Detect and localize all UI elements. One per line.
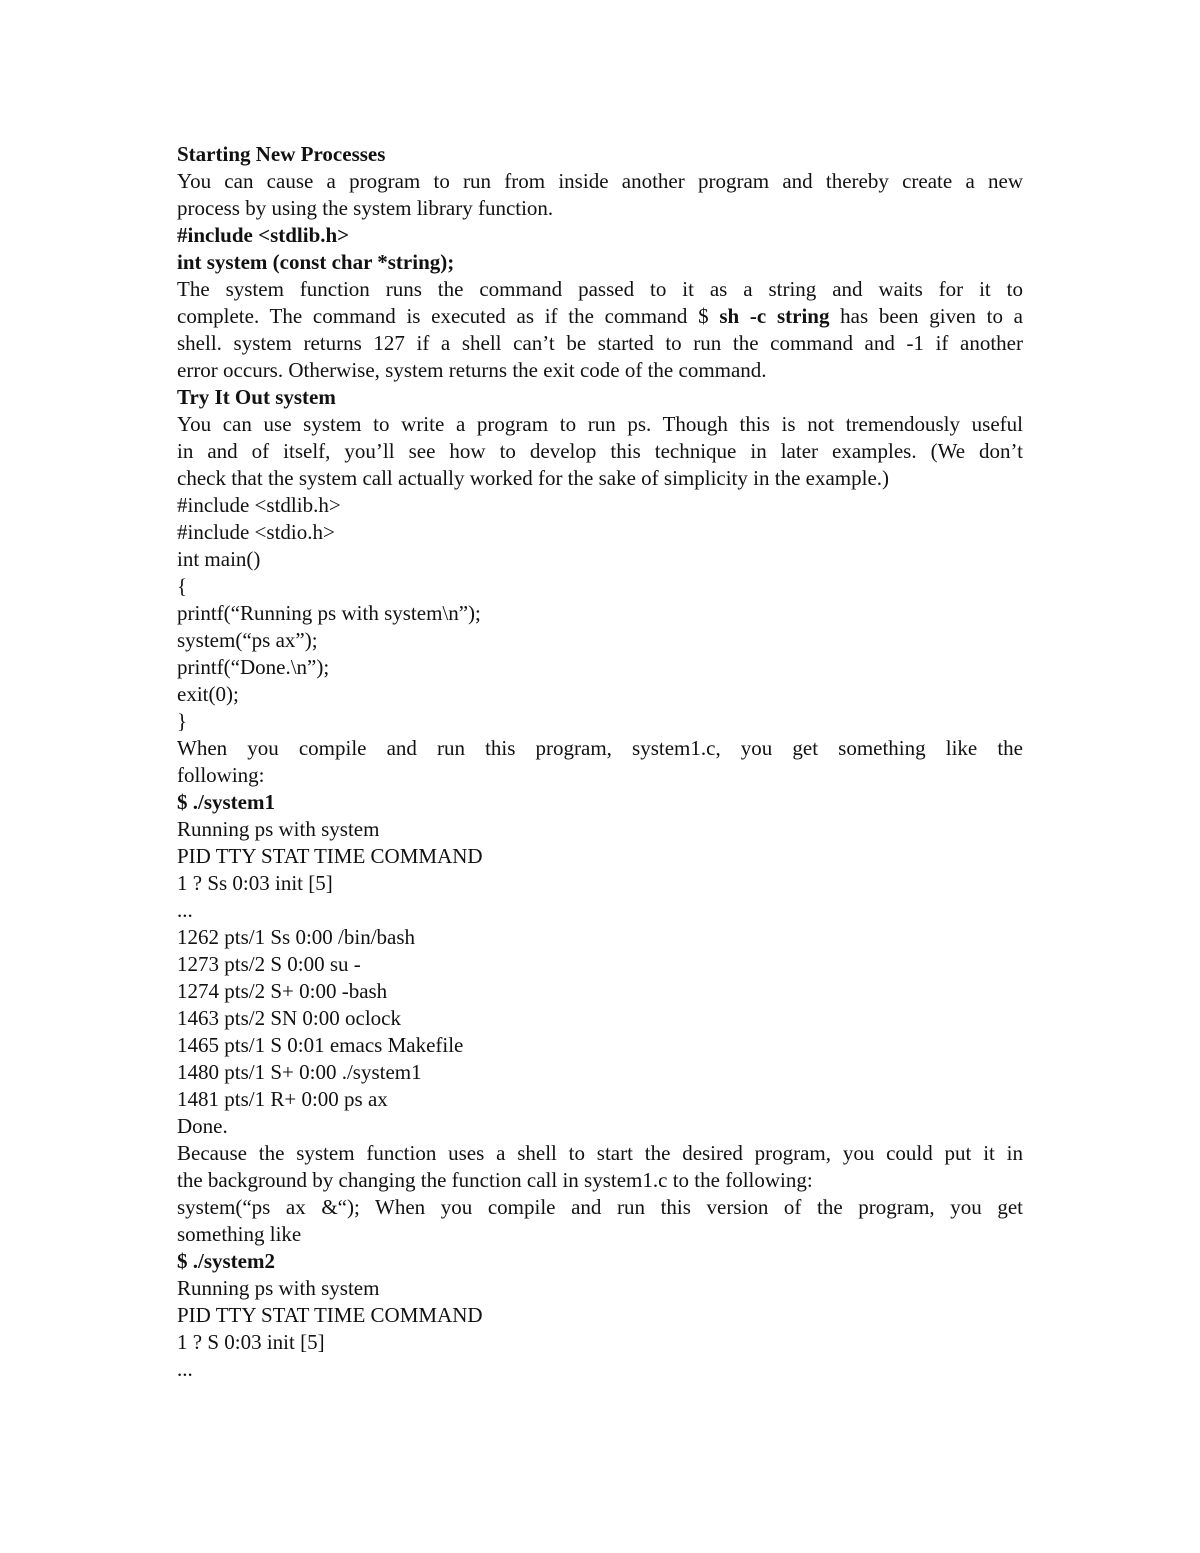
description-line-2-pre: complete. The command is executed as if the command $ — [177, 304, 720, 328]
include-stdlib-bold: #include <stdlib.h> — [177, 223, 350, 247]
output2-line: 1 ? S 0:03 init [5] — [177, 1330, 325, 1354]
code-line: system(“ps ax”); — [177, 628, 318, 652]
output-line: ... — [177, 898, 193, 922]
tryit-line-3: check that the system call actually worked for the sake of simplicity in the example.) — [177, 466, 890, 490]
output2-line: ... — [177, 1357, 193, 1381]
description-line-3: shell. system returns 127 if a shell can’t be started to run the command and -1 if another — [177, 331, 1023, 355]
command-system1: $ ./system1 — [177, 790, 275, 814]
code-line: { — [177, 574, 188, 598]
output-line: 1274 pts/2 S+ 0:00 -bash — [177, 979, 388, 1003]
background-line-4: something like — [177, 1222, 302, 1246]
output-line: 1480 pts/1 S+ 0:00 ./system1 — [177, 1060, 422, 1084]
system-prototype: int system (const char *string); — [177, 250, 455, 274]
code-line: } — [177, 709, 188, 733]
description-line-2-post: has been given to a — [829, 304, 1023, 328]
output-line: 1273 pts/2 S 0:00 su - — [177, 952, 361, 976]
tryit-line-2: in and of itself, you’ll see how to develop this technique in later examples. (We don’t — [177, 439, 1023, 463]
output-line: 1463 pts/2 SN 0:00 oclock — [177, 1006, 401, 1030]
output2-line: Running ps with system — [177, 1276, 380, 1300]
intro-line-2: process by using the system library function. — [177, 196, 554, 220]
description-line-1: The system function runs the command passed to it as a string and waits for it to — [177, 277, 1023, 301]
background-line-1: Because the system function uses a shell to start the desired program, you could put it in — [177, 1141, 1023, 1165]
output2-line: PID TTY STAT TIME COMMAND — [177, 1303, 483, 1327]
section-heading: Starting New Processes — [177, 142, 386, 166]
output-line: 1262 pts/1 Ss 0:00 /bin/bash — [177, 925, 416, 949]
code-line: #include <stdio.h> — [177, 520, 335, 544]
code-line: #include <stdlib.h> — [177, 493, 341, 517]
description-line-4: error occurs. Otherwise, system returns the exit code of the command. — [177, 358, 767, 382]
background-line-2: the background by changing the function call in system1.c to the following: — [177, 1168, 813, 1192]
code-line: int main() — [177, 547, 261, 571]
output-line: 1465 pts/1 S 0:01 emacs Makefile — [177, 1033, 464, 1057]
compile-line-2: following: — [177, 763, 265, 787]
code-line: exit(0); — [177, 682, 239, 706]
code-line: printf(“Running ps with system\n”); — [177, 601, 481, 625]
output-line: Done. — [177, 1114, 228, 1138]
shell-command-bold: sh -c string — [719, 304, 830, 328]
output-line: Running ps with system — [177, 817, 380, 841]
try-it-out-heading: Try It Out system — [177, 385, 336, 409]
document-page — [177, 141, 1023, 1383]
background-line-3: system(“ps ax &“); When you compile and run this version of the program, you get — [177, 1195, 1023, 1219]
output-line: 1481 pts/1 R+ 0:00 ps ax — [177, 1087, 388, 1111]
code-line: printf(“Done.\n”); — [177, 655, 330, 679]
description-line-2 — [177, 303, 1023, 330]
output-line: 1 ? Ss 0:03 init [5] — [177, 871, 333, 895]
command-system2: $ ./system2 — [177, 1249, 275, 1273]
intro-line-1: You can cause a program to run from inside another program and thereby create a new — [177, 169, 1023, 193]
compile-line-1: When you compile and run this program, system1.c, you get something like the — [177, 736, 1023, 760]
output-line: PID TTY STAT TIME COMMAND — [177, 844, 483, 868]
tryit-line-1: You can use system to write a program to run ps. Though this is not tremendously useful — [177, 412, 1023, 436]
